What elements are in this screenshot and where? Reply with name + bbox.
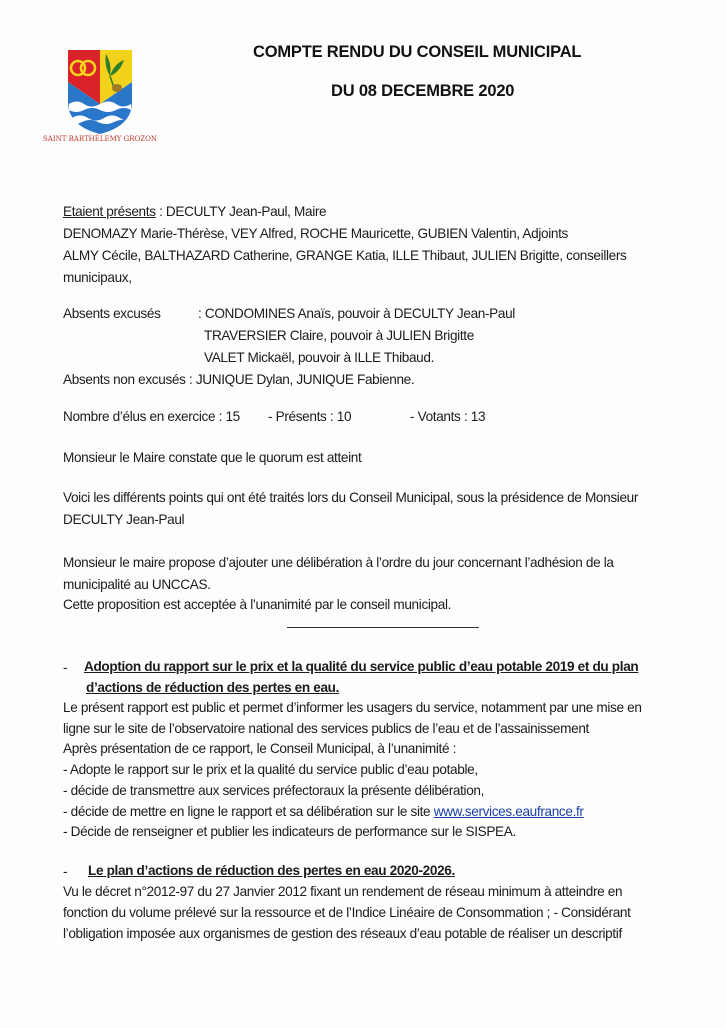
section2-body-line: l’obligation imposée aux organismes de gestion des réseaux d’eau potable de réaliser un descriptif xyxy=(63,926,622,941)
section-divider xyxy=(287,627,479,628)
points-line-2: DECULTY Jean-Paul xyxy=(63,512,185,527)
count-in-office: Nombre d’élus en exercice : 15 xyxy=(63,409,240,424)
proposal-line-1: Monsieur le maire propose d’ajouter une délibération à l’ordre du jour concernant l’adhésion de la xyxy=(63,555,614,570)
eaufrance-link[interactable]: www.services.eaufrance.fr xyxy=(433,804,584,819)
present-mayor: : DECULTY Jean-Paul, Maire xyxy=(155,204,327,219)
online-prefix: - décide de mettre en ligne le rapport et sa délibération sur le site xyxy=(63,804,434,819)
section1-decision: - Décide de renseigner et publier les indicateurs de performance sur le SISPEA. xyxy=(63,824,516,839)
count-present: - Présents : 10 xyxy=(268,409,352,424)
excused-item: TRAVERSIER Claire, pouvoir à JULIEN Brigitte xyxy=(204,328,474,343)
proposal-line-3: Cette proposition est acceptée à l’unanimité par le conseil municipal. xyxy=(63,597,452,612)
logo-caption: SAINT BARTHÉLEMY GROZON xyxy=(43,135,157,143)
municipal-coat-of-arms-logo xyxy=(43,42,157,143)
excused-item: : CONDOMINES Anaïs, pouvoir à DECULTY Jean-Paul xyxy=(198,306,515,321)
section1-body-line: ligne sur le site de l’observatoire national des services publics de l’eau et de l’assainissement xyxy=(63,721,589,736)
quorum-statement: Monsieur le Maire constate que le quorum est atteint xyxy=(63,450,362,465)
section1-body-line: Après présentation de ce rapport, le Conseil Municipal, à l’unanimité : xyxy=(63,741,457,756)
excused-item: VALET Mickaël, pouvoir à ILLE Thibaud. xyxy=(204,350,435,365)
present-line-2: DENOMAZY Marie-Thérèse, VEY Alfred, ROCHE Mauricette, GUBIEN Valentin, Adjoints xyxy=(63,226,568,241)
present-label: Etaient présents xyxy=(63,204,156,219)
points-line-1: Voici les différents points qui ont été traités lors du Conseil Municipal, sous la présidence de Monsieur xyxy=(63,490,639,505)
section1-decision-online xyxy=(63,804,584,820)
count-voters: - Votants : 13 xyxy=(410,409,486,424)
bullet-dash: - xyxy=(63,864,68,879)
excused-label: Absents excusés xyxy=(63,306,161,321)
section2-heading: Le plan d’actions de réduction des pertes en eau 2020-2026. xyxy=(88,863,455,878)
section2-body-line: fonction du volume prélevé sur la ressource et de l’Indice Linéaire de Consommation ; - Considérant xyxy=(63,905,631,920)
proposal-line-2: municipalité au UNCCAS. xyxy=(63,577,211,592)
bullet-dash: - xyxy=(63,660,68,675)
section1-decision: - décide de transmettre aux services préfectoraux la présente délibération, xyxy=(63,783,485,798)
document-title: COMPTE RENDU DU CONSEIL MUNICIPAL xyxy=(253,43,582,61)
section2-body-line: Vu le décret n°2012-97 du 27 Janvier 2012 fixant un rendement de réseau minimum à atteindre en xyxy=(63,884,623,899)
section1-heading-line-2: d’actions de réduction des pertes en eau. xyxy=(86,680,340,695)
document-date: DU 08 DECEMBRE 2020 xyxy=(331,82,515,100)
section1-body-line: Le présent rapport est public et permet d’informer les usagers du service, notamment par une mise en xyxy=(63,700,642,715)
present-line-3: ALMY Cécile, BALTHAZARD Catherine, GRANGE Katia, ILLE Thibaut, JULIEN Brigitte, conseillers xyxy=(63,248,627,263)
present-line-1 xyxy=(63,204,326,220)
present-line-4: municipaux, xyxy=(63,270,132,285)
unexcused-line: Absents non excusés : JUNIQUE Dylan, JUNIQUE Fabienne. xyxy=(63,372,415,387)
section1-decision: - Adopte le rapport sur le prix et la qualité du service public d’eau potable, xyxy=(63,762,478,777)
section1-heading-line-1: Adoption du rapport sur le prix et la qualité du service public d’eau potable 2019 et du plan xyxy=(84,659,639,674)
